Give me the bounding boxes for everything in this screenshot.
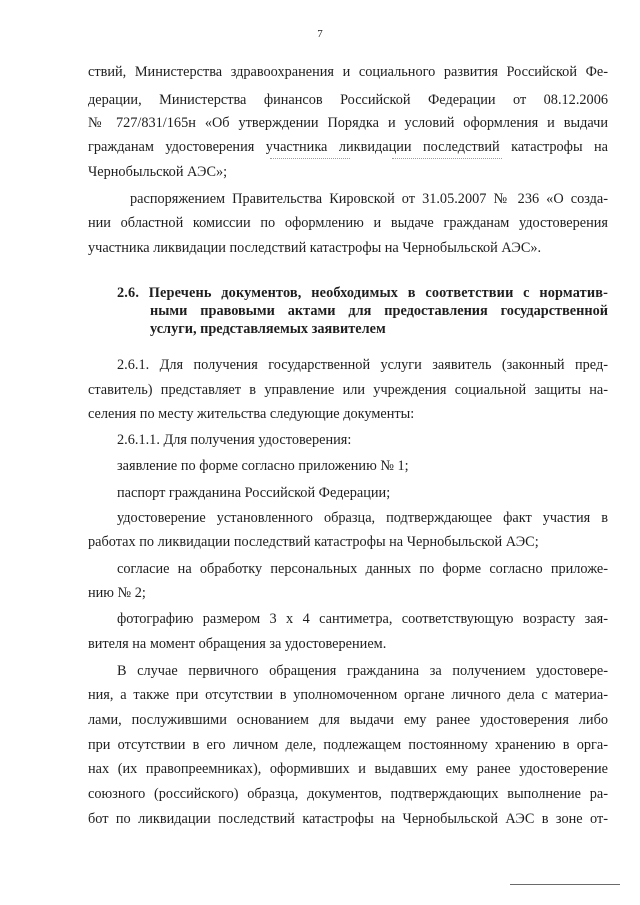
text-line: селения по месту жительства следующие документы: [88,406,415,422]
section-heading: услуги, представляемых заявителем [150,321,386,337]
text-line: распоряжением Правительства Кировской от 31.05.2007 № 236 «О созда- [130,191,608,207]
scan-artifact [392,158,502,159]
text-line: ставитель) представляет в управление или учреждения социальной защиты на- [88,382,608,398]
text-line: лами, послужившими основанием для выдачи ему ранее удостоверения либо [88,712,608,728]
text-line: союзного (российского) образца, документов, подтверждающих выполнение ра- [88,786,608,802]
text-line: Чернобыльской АЭС»; [88,164,228,180]
text-line: фотографию размером 3 х 4 сантиметра, соответствующую возрасту зая- [117,611,608,627]
text-line: ствий, Министерства здравоохранения и социального развития Российской Фе- [88,64,608,80]
text-line: гражданам удостоверения участника ликвидации последствий катастрофы на [88,139,608,155]
text-line: нии областной комиссии по оформлению и выдаче гражданам удостоверения [88,215,608,231]
text-line: удостоверение установленного образца, подтверждающее факт участия в [117,510,608,526]
text-line: вителя на момент обращения за удостоверением. [88,636,387,652]
footer-rule [510,884,620,885]
text-line: заявление по форме согласно приложению № 1; [117,458,409,474]
scan-artifact [270,158,350,159]
page-number: 7 [317,28,323,40]
section-heading: ными правовыми актами для предоставления государственной [150,303,608,319]
text-line: нах (их правопреемниках), оформивших и выдавших ему ранее удостоверение [88,761,608,777]
text-line: дерации, Министерства финансов Российской Федерации от 08.12.2006 [88,92,608,108]
text-line: ния, а также при отсутствии в уполномоченном органе личного дела с материа- [88,687,608,703]
text-line: 2.6.1. Для получения государственной услуги заявитель (законный пред- [117,357,608,373]
text-line: бот по ликвидации последствий катастрофы на Чернобыльской АЭС в зоне от- [88,811,608,827]
text-line: согласие на обработку персональных данных по форме согласно приложе- [117,561,608,577]
text-line: паспорт гражданина Российской Федерации; [117,485,391,501]
text-line: № 727/831/165н «Об утверждении Порядка и условий оформления и выдачи [88,115,608,131]
section-heading: 2.6. Перечень документов, необходимых в соответствии с норматив- [117,285,608,301]
text-line: нию № 2; [88,585,146,601]
text-line: 2.6.1.1. Для получения удостоверения: [117,432,352,448]
text-line: В случае первичного обращения гражданина за получением удостовере- [117,663,608,679]
text-line: участника ликвидации последствий катастрофы на Чернобыльской АЭС». [88,240,542,256]
text-line: при отсутствии в его личном деле, подлежащем постоянному хранению в орга- [88,737,608,753]
text-line: работах по ликвидации последствий катастрофы на Чернобыльской АЭС; [88,534,539,550]
